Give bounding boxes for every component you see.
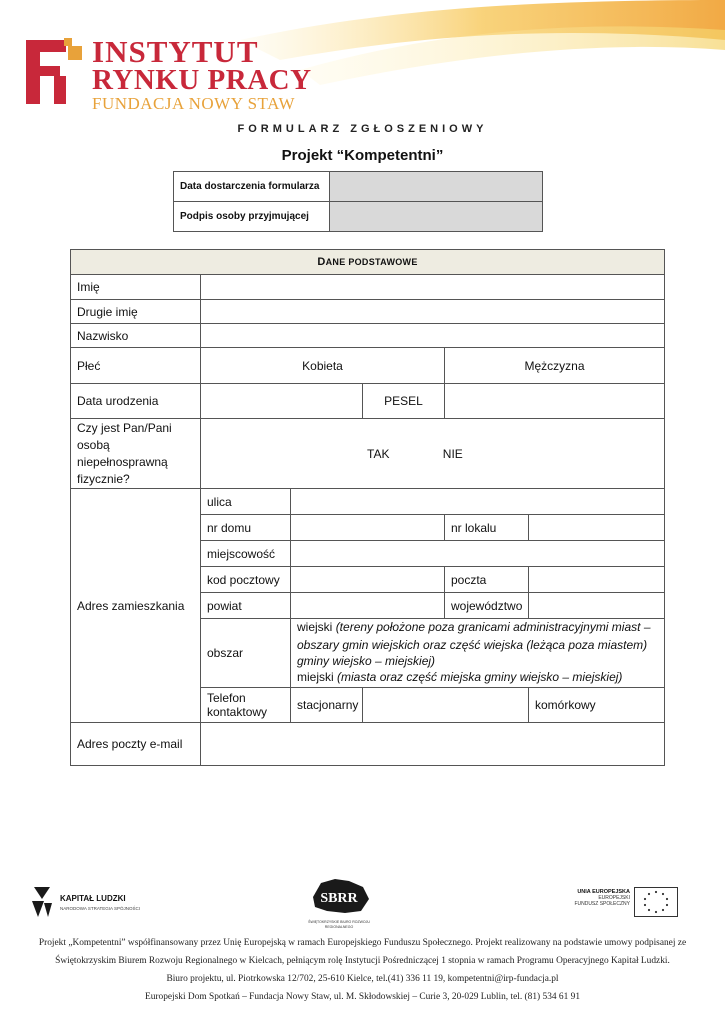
street-label: ulica	[201, 489, 291, 515]
surname-field[interactable]	[201, 324, 665, 348]
county-label: powiat	[201, 593, 291, 619]
signature-field[interactable]	[330, 202, 543, 232]
yes-option[interactable]: TAK	[367, 446, 390, 461]
footer-line-1: Projekt „Kompetentni” współfinansowany przez Unię Europejską w ramach Europejskiego Funduszu Społecznego. Projekt realizowany na podstawie umowy podpisanej ze	[38, 938, 687, 948]
flat-no-label: nr lokalu	[445, 515, 529, 541]
disability-options	[201, 419, 665, 489]
mobile-label: komórkowy	[529, 688, 665, 723]
sbrr-logo: SBRR ŚWIĘTOKRZYSKIE BIURO ROZWOJU REGIONALNEGO	[305, 877, 373, 930]
first-name-field[interactable]	[201, 275, 665, 300]
house-no-label: nr domu	[201, 515, 291, 541]
area-options	[291, 619, 665, 688]
disability-question: Czy jest Pan/Pani osobą niepełnosprawną fizycznie?	[71, 419, 201, 489]
sex-label: Płeć	[71, 348, 201, 384]
table-row	[71, 489, 665, 515]
logo-line-2: RYNKU PRACY	[92, 64, 312, 96]
male-option[interactable]	[445, 348, 665, 384]
table-row	[71, 300, 665, 324]
landline-label: stacjonarny	[291, 688, 363, 723]
pesel-field[interactable]	[445, 384, 665, 419]
urban-description: (miasta oraz część miejska gminy wiejsko – miejskiej)	[337, 670, 623, 684]
footer-text	[20, 934, 705, 1006]
section-title: DANE PODSTAWOWE	[71, 250, 665, 275]
footer-line-2: Świętokrzyskim Biurem Rozwoju Regionalnego w Kielcach, pełniącym rolę Instytucji Pośredniczącej 1 stopnia w ramach Programu Operacyjnego Kapitał Ludzki.	[55, 956, 670, 966]
phone-label: Telefon kontaktowy	[201, 688, 291, 723]
house-no-field[interactable]	[291, 515, 445, 541]
footer-line-4: Europejski Dom Spotkań – Fundacja Nowy Staw, ul. M. Skłodowskiej – Curie 3, 20-029 Lublin, tel. (81) 534 61 91	[144, 992, 581, 1002]
delivery-date-field[interactable]	[330, 172, 543, 202]
signature-label: Podpis osoby przyjmującej	[174, 202, 330, 232]
postal-code-field[interactable]	[291, 567, 445, 593]
table-row	[71, 324, 665, 348]
rural-description: (tereny położone poza granicami administracyjnymi miast – obszary gmin wiejskich oraz część wiejska (leżąca poza miastem) gminy wiejsko – miejskiej)	[297, 620, 651, 668]
voivodeship-field[interactable]	[529, 593, 665, 619]
basic-data-table	[70, 249, 665, 766]
post-office-label: poczta	[445, 567, 529, 593]
first-name-label: Imię	[71, 275, 201, 300]
surname-label: Nazwisko	[71, 324, 201, 348]
table-row	[71, 419, 665, 489]
institute-logo	[24, 34, 312, 114]
postal-code-label: kod pocztowy	[201, 567, 291, 593]
birth-date-label: Data urodzenia	[71, 384, 201, 419]
email-field[interactable]	[201, 723, 665, 766]
form-title: FORMULARZ ZGŁOSZENIOWY	[237, 123, 488, 135]
email-label: Adres poczty e-mail	[71, 723, 201, 766]
county-field[interactable]	[291, 593, 445, 619]
eu-flag-icon	[634, 887, 678, 917]
footer-line-3: Biuro projektu, ul. Piotrkowska 12/702, 25-610 Kielce, tel.(41) 336 11 19, kompetentni@irp-fundacja.pl	[166, 974, 559, 984]
city-field[interactable]	[291, 541, 665, 567]
table-row	[71, 723, 665, 766]
kapital-ludzki-icon	[30, 885, 54, 919]
eu-logo-text: UNIA EUROPEJSKA EUROPEJSKI FUNDUSZ SPOŁECZNY	[574, 889, 630, 907]
female-label: Kobieta	[302, 358, 343, 373]
urban-option[interactable]: miejski (miasta oraz część miejska gminy wiejsko – miejskiej)	[297, 670, 623, 684]
voivodeship-label: województwo	[445, 593, 529, 619]
city-label: miejscowość	[201, 541, 291, 567]
post-office-field[interactable]	[529, 567, 665, 593]
landline-field[interactable]	[363, 688, 529, 723]
logo-mark-icon	[24, 36, 86, 108]
table-row	[71, 275, 665, 300]
delivery-table	[173, 171, 543, 232]
female-option[interactable]	[201, 348, 445, 384]
second-name-label: Drugie imię	[71, 300, 201, 324]
delivery-date-label: Data dostarczenia formularza	[174, 172, 330, 202]
male-label: Mężczyzna	[524, 358, 585, 373]
project-title: Projekt “Kompetentni”	[281, 147, 444, 164]
birth-date-field[interactable]	[201, 384, 363, 419]
flat-no-field[interactable]	[529, 515, 665, 541]
logo-line-3: FUNDACJA NOWY STAW	[92, 94, 296, 113]
logo-line-1: INSTYTUT	[92, 34, 259, 69]
address-label: Adres zamieszkania	[71, 489, 201, 723]
area-label: obszar	[201, 619, 291, 688]
table-row	[71, 348, 665, 384]
table-row	[71, 250, 665, 275]
no-option[interactable]: NIE	[442, 446, 463, 461]
second-name-field[interactable]	[201, 300, 665, 324]
street-field[interactable]	[291, 489, 665, 515]
rural-option[interactable]: wiejski (tereny położone poza granicami administracyjnymi miast – obszary gmin wiejskich oraz część wiejska (leżąca poza miastem) gminy wiejsko – miejskiej)	[297, 620, 651, 668]
pesel-label: PESEL	[363, 384, 445, 419]
footer-logos: KAPITAŁ LUDZKI NARODOWA STRATEGIA SPÓJNOŚCI SBRR ŚWIĘTOKRZYSKIE BIURO ROZWOJU REGIONALNEGO UNIA EUROPEJSKA EUROPEJSKI FUNDUSZ SPOŁECZNY	[0, 875, 725, 935]
table-row	[71, 384, 665, 419]
table-row	[174, 202, 543, 232]
table-row	[174, 172, 543, 202]
